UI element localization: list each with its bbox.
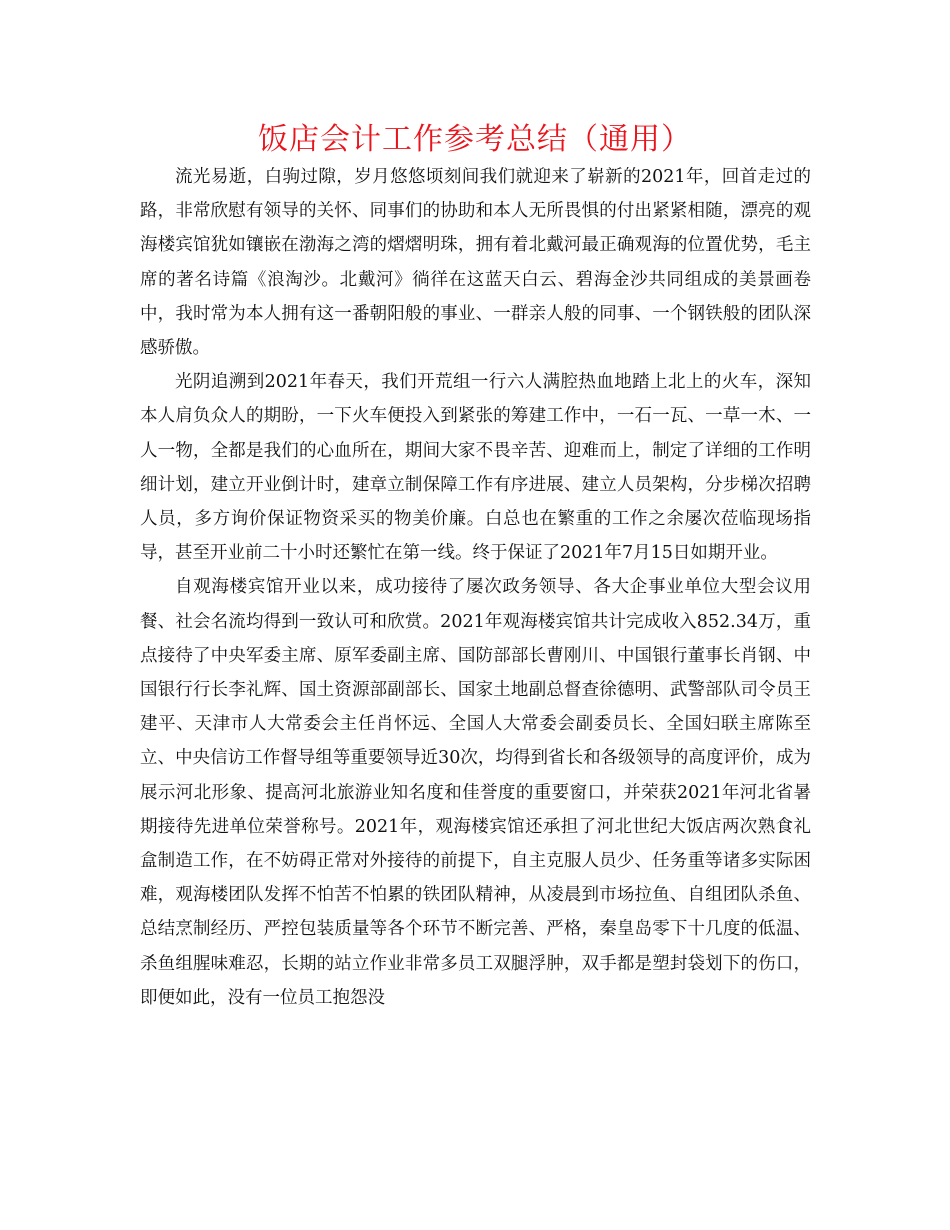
paragraph-2: 光阴追溯到2021年春天，我们开荒组一行六人满腔热血地踏上北上的火车，深知本人肩负众人的期盼，一下火车便投入到紧张的筹建工作中，一石一瓦、一草一木、一人一物，全都是我们的心血所在，期间大家不畏辛苦、迎难而上，制定了详细的工作明细计划，建立开业倒计时，建章立制保障工作有序进展、建立人员架构，分步梯次招聘人员，多方询价保证物资采买的物美价廉。白总也在繁重的工作之余屡次莅临现场指导，甚至开业前二十小时还繁忙在第一线。终于保证了2021年7月15日如期开业。 [140, 372, 811, 564]
paragraph-1: 流光易逝，白驹过隙，岁月悠悠顷刻间我们就迎来了崭新的2021年，回首走过的路，非常欣慰有领导的关怀、同事们的协助和本人无所畏惧的付出紧紧相随，漂亮的观海楼宾馆犹如镶嵌在渤海之湾的熠熠明珠，拥有着北戴河最正确观海的位置优势，毛主席的著名诗篇《浪淘沙。北戴河》徜徉在这蓝天白云、碧海金沙共同组成的美景画卷中，我时常为本人拥有这一番朝阳般的事业、一群亲人般的同事、一个钢铁般的团队深感骄傲。 [140, 167, 811, 359]
document-title: 饭店会计工作参考总结（通用） [258, 122, 692, 157]
paragraph-3: 自观海楼宾馆开业以来，成功接待了屡次政务领导、各大企事业单位大型会议用餐、社会名流均得到一致认可和欣赏。2021年观海楼宾馆共计完成收入852.34万，重点接待了中央军委主席、原军委副主席、国防部部长曹刚川、中国银行董事长肖钢、中国银行行长李礼辉、国土资源部副部长、国家土地副总督查徐德明、武警部队司令员王建平、天津市人大常委会主任肖怀远、全国人大常委会副委员长、全国妇联主席陈至立、中央信访工作督导组等重要领导近30次，均得到省长和各级领导的高度评价，成为展示河北形象、提高河北旅游业知名度和佳誉度的重要窗口，并荣获2021年河北省暑期接待先进单位荣誉称号。2021年，观海楼宾馆还承担了河北世纪大饭店两次熟食礼盒制造工作，在不妨碍正常对外接待的前提下，自主克服人员少、任务重等诸多实际困难，观海楼团队发挥不怕苦不怕累的铁团队精神，从凌晨到市场拉鱼、自组团队杀鱼、总结烹制经历、严控包装质量等各个环节不断完善、严格，秦皇岛零下十几度的低温、杀鱼组腥味难忍，长期的站立作业非常多员工双腿浮肿，双手都是塑封袋划下的伤口，即便如此，没有一位员工抱怨没 [140, 577, 811, 1008]
document-body [140, 160, 811, 1015]
